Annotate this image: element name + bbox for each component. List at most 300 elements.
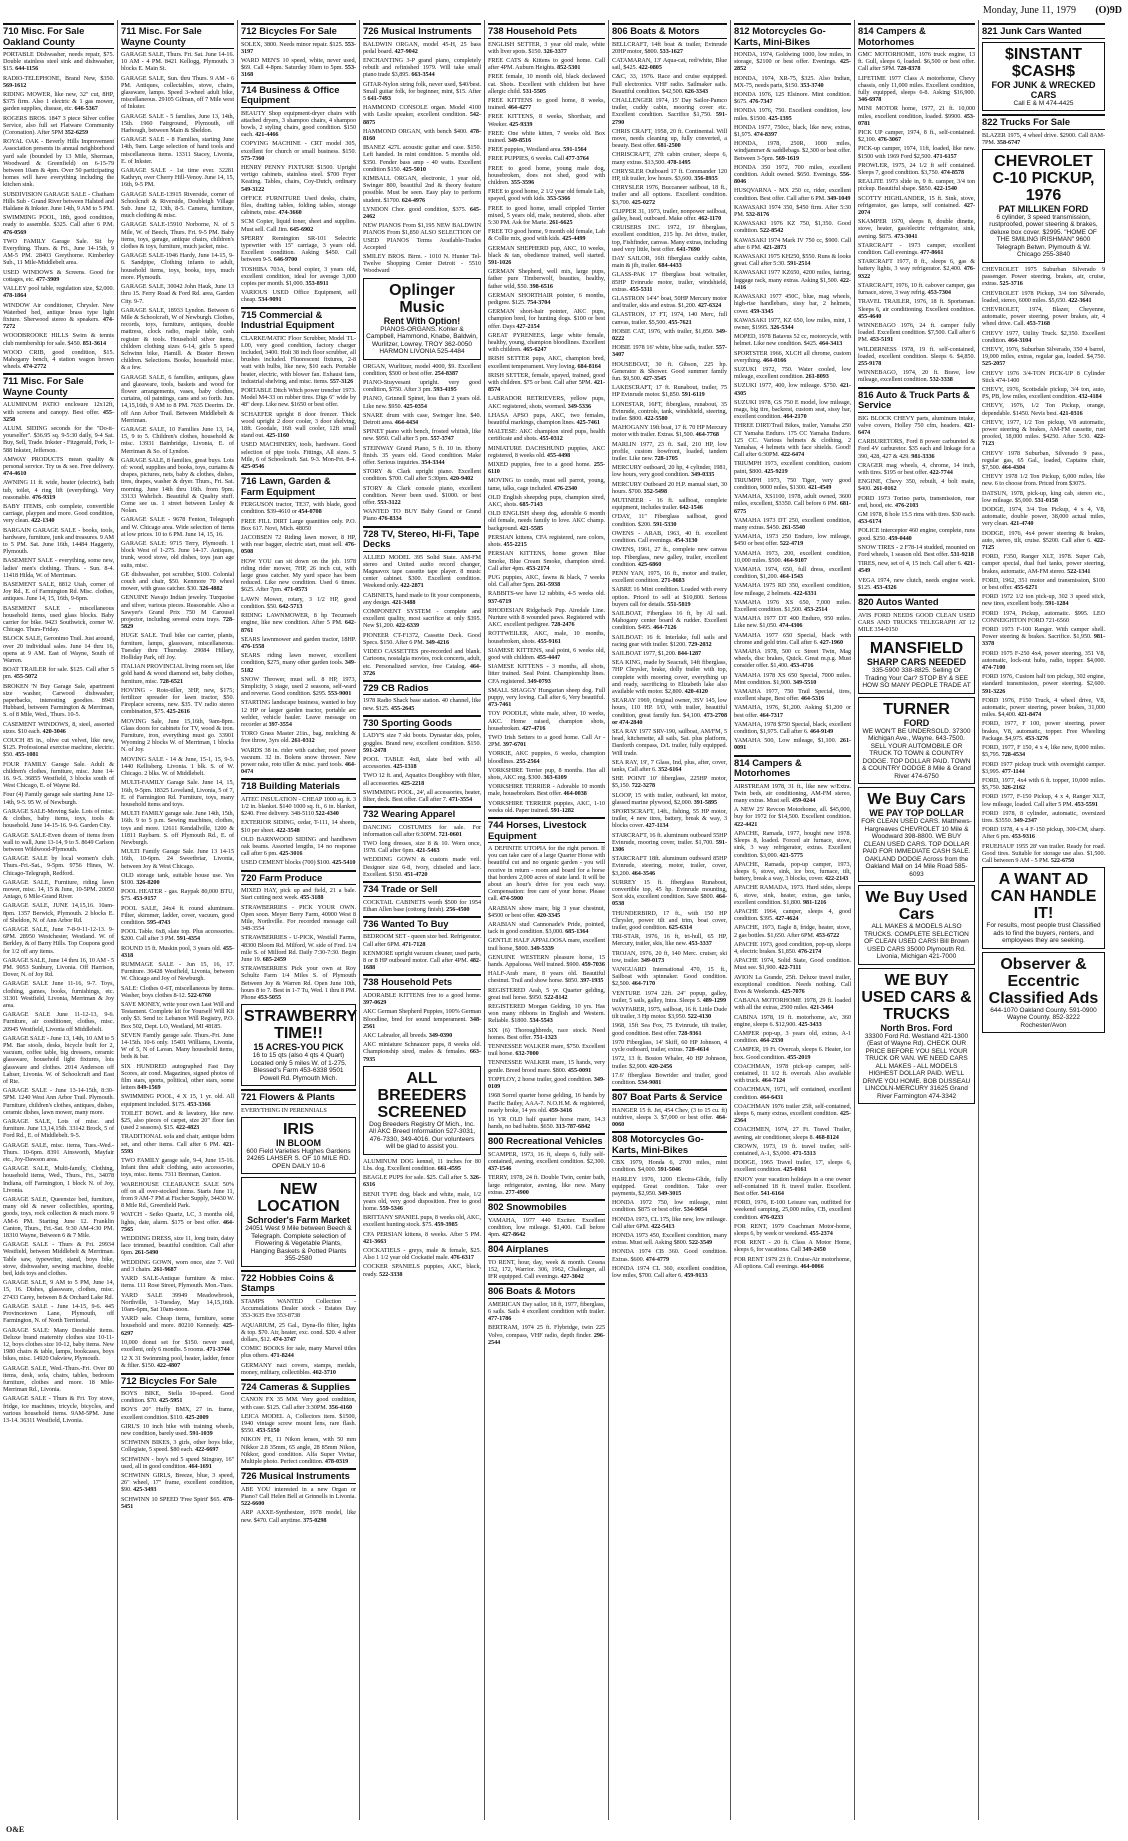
ad-phone[interactable]: 352-6164: [658, 765, 682, 773]
ad-phone[interactable]: 626-3343: [684, 87, 709, 95]
ad-phone[interactable]: 532-8176: [745, 211, 770, 219]
ad-phone[interactable]: 422-1340: [31, 517, 55, 525]
ad-phone[interactable]: 453-3337: [688, 940, 712, 948]
ad-phone[interactable]: 728-4534: [1001, 751, 1026, 759]
ad-phone[interactable]: 356-4160: [328, 1403, 353, 1411]
ad-phone[interactable]: 553-3122: [377, 499, 401, 507]
ad-phone[interactable]: 453-4716: [790, 662, 814, 670]
ad-phone[interactable]: 477-3764: [565, 155, 589, 163]
ad-phone[interactable]: 422-4421: [734, 820, 758, 828]
ad-phone[interactable]: 632-7000: [515, 1050, 539, 1058]
ad-phone[interactable]: 465-6247: [523, 346, 547, 354]
ad-phone[interactable]: 522-4340: [315, 810, 339, 818]
ad-phone[interactable]: 471-0573: [283, 586, 308, 594]
ad-phone[interactable]: 425-6860: [637, 560, 662, 568]
ad-phone[interactable]: 349-2450: [802, 1246, 826, 1254]
ad-phone[interactable]: 462-1170: [698, 214, 722, 222]
ad-phone[interactable]: 471-3744: [206, 1345, 230, 1353]
ad-phone[interactable]: 645-6902: [289, 225, 314, 233]
ad-phone[interactable]: 464-0066: [800, 1262, 824, 1270]
ad-phone[interactable]: 326-4882: [199, 585, 223, 593]
ad-phone[interactable]: 425-7461: [576, 419, 600, 427]
ad-phone[interactable]: 557-3747: [430, 435, 454, 443]
ad-phone[interactable]: 261-9687: [153, 1265, 177, 1273]
ad-phone[interactable]: 575-7360: [241, 154, 265, 162]
ad-phone[interactable]: 453-9157: [133, 895, 157, 903]
ad-phone[interactable]: 728-5829: [121, 616, 235, 631]
ad-phone[interactable]: 642-1546: [679, 504, 703, 512]
ad-phone[interactable]: 474-3660: [278, 209, 302, 217]
ad-phone[interactable]: 684-4433: [658, 262, 682, 270]
ad-phone[interactable]: 455-4498: [546, 451, 571, 459]
ad-phone[interactable]: 851-3614: [82, 339, 107, 347]
ad-phone[interactable]: 427-4716: [522, 724, 546, 732]
ad-phone[interactable]: 522-1341: [1067, 567, 1091, 575]
ad-phone[interactable]: 557-3407: [612, 344, 728, 359]
ad-phone[interactable]: 427-2074: [858, 201, 976, 217]
ad-phone[interactable]: 422-2871: [400, 582, 424, 590]
ad-phone[interactable]: 981-3378: [982, 633, 1105, 648]
ad-phone[interactable]: 591-6119: [681, 391, 705, 399]
ad-phone[interactable]: 751-1323: [533, 1033, 557, 1041]
ad-phone[interactable]: 591-1039: [189, 1430, 213, 1438]
ad-phone[interactable]: 453-4326: [873, 583, 897, 591]
ad-phone[interactable]: 455-0091: [567, 1066, 592, 1074]
ad-phone[interactable]: 591-1306: [612, 838, 727, 854]
ad-phone[interactable]: 476-6317: [450, 1254, 474, 1262]
ad-phone[interactable]: 464-3104: [1007, 336, 1032, 344]
ad-phone[interactable]: 421-2873: [762, 243, 787, 251]
ad-phone[interactable]: 453-5055: [257, 994, 282, 1002]
ad-phone[interactable]: 464-0474: [241, 760, 356, 776]
ad-phone[interactable]: 464-6431: [759, 1093, 784, 1101]
ad-phone[interactable]: 422-3548: [276, 826, 300, 834]
ad-phone[interactable]: 352-6259: [64, 129, 89, 137]
ad-phone[interactable]: 349-0109: [488, 1075, 606, 1091]
ad-phone[interactable]: 464-2170: [783, 413, 807, 421]
ad-phone[interactable]: 474-8578: [940, 169, 965, 177]
ad-phone[interactable]: 534-9054: [683, 1206, 708, 1214]
ad-phone[interactable]: 421-6474: [858, 421, 975, 436]
ad-phone[interactable]: 464-0060: [612, 1113, 727, 1129]
ad-phone[interactable]: 349-0173: [640, 956, 665, 964]
ad-phone[interactable]: 642-5713: [279, 602, 303, 610]
ad-phone[interactable]: 477-3909: [35, 275, 60, 283]
ad-phone[interactable]: 349-5510: [792, 678, 817, 686]
ad-phone[interactable]: 254-8387: [434, 369, 459, 377]
ad-phone[interactable]: 425-6297: [121, 1322, 234, 1337]
ad-phone[interactable]: 464-0166: [762, 356, 787, 364]
ad-phone[interactable]: 353-8911: [305, 279, 329, 287]
ad-phone[interactable]: 422-4823: [175, 1124, 200, 1132]
ad-phone[interactable]: 326-8200: [136, 878, 160, 886]
ad-phone[interactable]: 464-0038: [563, 790, 587, 798]
ad-phone[interactable]: 349-0793: [527, 677, 551, 685]
ad-phone[interactable]: 375-0298: [303, 1516, 327, 1524]
ad-phone[interactable]: 591-4354: [176, 935, 201, 943]
ad-phone[interactable]: 625-6314: [668, 924, 693, 932]
ad-phone[interactable]: 261-8093: [805, 373, 829, 381]
ad-phone[interactable]: 421-4305: [734, 382, 851, 397]
ad-phone[interactable]: 591-5330: [653, 520, 677, 528]
ad-phone[interactable]: 474-4306: [779, 622, 803, 630]
ad-phone[interactable]: 425-2852: [734, 58, 851, 73]
ad-phone[interactable]: 296-2544: [488, 1331, 605, 1346]
ad-phone[interactable]: 349-3015: [658, 1190, 682, 1198]
ad-phone[interactable]: 728-9361: [678, 1029, 702, 1037]
ad-phone[interactable]: 425-2009: [185, 1413, 209, 1421]
ad-phone[interactable]: 425-0546: [241, 463, 265, 471]
ad-phone[interactable]: 553-9001: [327, 690, 352, 698]
ad-phone[interactable]: 663-3544: [411, 71, 435, 79]
ad-phone[interactable]: 455-3258: [3, 408, 114, 423]
ad-phone[interactable]: 641-7690: [676, 245, 700, 253]
ad-phone[interactable]: 464-3726: [363, 662, 481, 677]
ad-phone[interactable]: 531-5505: [522, 87, 546, 95]
ad-phone[interactable]: 420-3046: [42, 727, 66, 735]
ad-phone[interactable]: 261-5540: [781, 523, 806, 531]
ad-phone[interactable]: 531-0158: [1034, 496, 1058, 504]
ad-phone[interactable]: 455-2645: [390, 704, 415, 712]
ad-phone[interactable]: 522-8142: [544, 993, 568, 1001]
ad-phone[interactable]: 464-7565: [121, 1218, 234, 1233]
ad-phone[interactable]: 981-1216: [803, 898, 827, 906]
ad-phone[interactable]: 681-2500: [657, 142, 681, 150]
ad-phone[interactable]: 591-2514: [787, 260, 811, 268]
ad-phone[interactable]: 684-8164: [577, 362, 601, 370]
ad-phone[interactable]: 459-3345: [750, 307, 774, 315]
ad-phone[interactable]: 421-5463: [416, 847, 440, 855]
ad-phone[interactable]: 349-0390: [428, 1032, 453, 1039]
ad-phone[interactable]: 464-5316: [800, 695, 825, 703]
ad-phone[interactable]: 557-3126: [329, 377, 354, 385]
ad-phone[interactable]: 468-8124: [815, 1133, 839, 1141]
ad-phone[interactable]: 685-7143: [519, 501, 543, 509]
ad-phone[interactable]: 525-3716: [999, 280, 1023, 288]
ad-phone[interactable]: 453-3276: [1024, 734, 1049, 742]
ad-phone[interactable]: 569-1612: [3, 81, 27, 89]
ad-phone[interactable]: 422-6474: [780, 451, 805, 459]
ad-phone[interactable]: 427-6324: [697, 302, 722, 310]
ad-phone[interactable]: 645-2462: [363, 205, 481, 220]
ad-phone[interactable]: 624-4976: [401, 196, 426, 204]
ad-phone[interactable]: 478-5451: [121, 1495, 235, 1510]
ad-phone[interactable]: 473-3041: [894, 232, 918, 240]
ad-phone[interactable]: 353-5366: [546, 195, 571, 203]
ad-phone[interactable]: 455-3188: [300, 894, 324, 902]
ad-phone[interactable]: 728-8378: [897, 65, 921, 73]
ad-phone[interactable]: 425-1160: [266, 432, 290, 440]
ad-phone[interactable]: 476-1558: [241, 642, 265, 650]
ad-phone[interactable]: 464-9107: [783, 556, 807, 564]
ad-phone[interactable]: 421-5585: [519, 524, 544, 532]
ad-phone[interactable]: 981-3336: [911, 452, 935, 460]
ad-phone[interactable]: 685-2459: [262, 956, 287, 964]
ad-phone[interactable]: 427-3042: [560, 1273, 584, 1281]
ad-phone[interactable]: 474-2772: [22, 363, 47, 371]
ad-phone[interactable]: 422-7744: [929, 468, 953, 476]
ad-phone[interactable]: 455-2215: [503, 541, 527, 549]
ad-phone[interactable]: 425-5010: [402, 165, 426, 173]
ad-phone[interactable]: 455-5311: [629, 285, 653, 293]
ad-phone[interactable]: 397-3554: [268, 720, 292, 728]
ad-phone[interactable]: 551-5819: [667, 600, 691, 608]
ad-phone[interactable]: 427-1134: [645, 822, 669, 830]
ad-phone[interactable]: 459-7036: [581, 961, 605, 969]
ad-phone[interactable]: 471-6157: [933, 152, 957, 160]
ad-phone[interactable]: 421-4466: [255, 131, 279, 139]
ad-phone[interactable]: 455-5072: [13, 673, 38, 681]
ad-phone[interactable]: 473-7461: [488, 701, 512, 709]
ad-phone[interactable]: 663-7935: [363, 1048, 481, 1063]
ad-phone[interactable]: 455-1081: [15, 751, 39, 759]
ad-phone[interactable]: 478-1864: [3, 292, 27, 300]
ad-phone[interactable]: 464-7317: [759, 711, 783, 719]
ad-phone[interactable]: 425-5410: [332, 859, 356, 867]
ad-phone[interactable]: 425-9339: [509, 120, 533, 128]
ad-phone[interactable]: 455-7621: [668, 318, 692, 326]
ad-phone[interactable]: 391-5895: [693, 798, 718, 806]
ad-phone[interactable]: 422-5580: [644, 415, 668, 423]
ad-phone[interactable]: 522-4130: [687, 1013, 712, 1021]
ad-phone[interactable]: 421-3464: [810, 1004, 834, 1012]
ad-phone[interactable]: 464-3546: [631, 869, 656, 877]
ad-phone[interactable]: 422-3641: [1068, 296, 1092, 304]
ad-phone[interactable]: 358-6747: [996, 138, 1021, 146]
ad-phone[interactable]: 476-2174: [797, 947, 822, 955]
ad-phone[interactable]: 476-2340: [553, 484, 578, 492]
ad-phone[interactable]: 255-2564: [516, 757, 540, 765]
ad-phone[interactable]: 432-4184: [1078, 393, 1102, 401]
ad-phone[interactable]: 349-4216: [425, 638, 450, 646]
ad-phone[interactable]: 455-2374: [809, 1230, 833, 1238]
ad-phone[interactable]: 559-5346: [379, 1205, 403, 1213]
ad-phone[interactable]: 464-4304: [1001, 463, 1026, 471]
ad-phone[interactable]: 356-8935: [694, 174, 718, 182]
ad-phone[interactable]: 425-1318: [393, 763, 417, 771]
ad-phone[interactable]: 454-3130: [674, 537, 698, 545]
ad-phone[interactable]: 349-5182: [241, 659, 356, 674]
ad-phone[interactable]: 420-2456: [648, 1062, 673, 1070]
ad-phone[interactable]: 593-4195: [433, 386, 457, 394]
ad-phone[interactable]: 349-5336: [567, 402, 592, 410]
ad-phone[interactable]: 464-4434: [394, 419, 419, 427]
ad-phone[interactable]: 464-0538: [612, 893, 727, 908]
ad-phone[interactable]: 646-9700: [273, 256, 298, 264]
ad-phone[interactable]: 425-2364: [734, 1110, 851, 1125]
ad-phone[interactable]: 464-1543: [779, 573, 803, 581]
ad-phone[interactable]: 425-0272: [631, 198, 656, 206]
ad-phone[interactable]: 453-6722: [815, 931, 840, 939]
ad-phone[interactable]: 478-0319: [324, 1458, 349, 1466]
ad-phone[interactable]: 453-5150: [256, 1427, 280, 1435]
ad-phone[interactable]: 421-5593: [121, 1140, 234, 1155]
ad-phone[interactable]: 522-6750: [1050, 856, 1075, 864]
ad-phone[interactable]: 425-5951: [159, 1397, 183, 1405]
ad-phone[interactable]: 425-0354: [403, 402, 427, 410]
ad-phone[interactable]: 459-3985: [434, 1221, 458, 1229]
ad-phone[interactable]: 685-1364: [565, 928, 589, 936]
ad-phone[interactable]: 352-5498: [643, 487, 667, 495]
ad-phone[interactable]: 728-6521: [159, 677, 184, 685]
ad-phone[interactable]: 482-1688: [363, 957, 481, 972]
ad-phone[interactable]: 427-3545: [642, 375, 667, 383]
ad-phone[interactable]: 721-0601: [438, 830, 462, 838]
ad-phone[interactable]: 474-4779: [645, 1255, 670, 1263]
ad-phone[interactable]: 471-5313: [792, 1150, 816, 1158]
ad-phone[interactable]: 422-5413: [651, 1222, 675, 1230]
ad-phone[interactable]: 349-1049: [827, 194, 851, 202]
ad-phone[interactable]: 421-4740: [1010, 520, 1034, 528]
ad-phone[interactable]: 591-2790: [612, 111, 728, 126]
ad-phone[interactable]: 420-9402: [449, 475, 474, 483]
ad-phone[interactable]: 421-4549: [807, 483, 832, 491]
ad-phone[interactable]: 326-3377: [543, 47, 567, 55]
ad-phone[interactable]: 474-5900: [499, 895, 524, 903]
ad-phone[interactable]: 474-7100: [982, 664, 1006, 672]
ad-phone[interactable]: 421-0316: [1059, 409, 1083, 417]
ad-phone[interactable]: 644-1156: [15, 65, 39, 73]
ad-phone[interactable]: 453-5191: [869, 336, 894, 344]
ad-phone[interactable]: 533-1627: [659, 47, 683, 55]
ad-phone[interactable]: 348-2561: [363, 1015, 482, 1030]
ad-phone[interactable]: 474-7272: [3, 315, 114, 331]
ad-phone[interactable]: 454-0708: [298, 508, 322, 516]
ad-phone[interactable]: 591-1282: [550, 806, 574, 814]
ad-phone[interactable]: 422-6697: [195, 1446, 219, 1454]
ad-phone[interactable]: 422-7123: [982, 433, 1106, 448]
ad-phone[interactable]: 363-6109: [543, 773, 567, 781]
ad-phone[interactable]: 849-1569: [137, 1084, 161, 1092]
ad-phone[interactable]: 422-7111: [778, 964, 802, 972]
ad-phone[interactable]: 478-8160: [363, 127, 481, 142]
ad-phone[interactable]: 553-3168: [241, 64, 357, 79]
ad-phone[interactable]: 464-7768: [695, 431, 719, 439]
ad-phone[interactable]: 425-9219: [764, 467, 788, 475]
ad-phone[interactable]: 453-7304: [927, 289, 951, 297]
ad-phone[interactable]: 476-9322: [858, 265, 975, 280]
ad-phone[interactable]: 459-0440: [888, 534, 912, 542]
ad-phone[interactable]: 522-4719: [779, 540, 804, 548]
ad-phone[interactable]: 459-9133: [684, 1272, 708, 1280]
ad-phone[interactable]: 722-3278: [631, 782, 656, 790]
ad-phone[interactable]: 451-4720: [404, 870, 428, 878]
ad-phone[interactable]: 261-0312: [291, 737, 315, 745]
ad-phone[interactable]: 349-5339: [530, 944, 554, 952]
ad-phone[interactable]: 476-0569: [3, 228, 27, 236]
ad-phone[interactable]: 541-6164: [760, 1190, 784, 1198]
ad-phone[interactable]: 455-4640: [858, 312, 882, 320]
ad-phone[interactable]: 641-7493: [367, 94, 391, 102]
ad-phone[interactable]: 420-3345: [536, 911, 561, 919]
ad-phone[interactable]: 595-4743: [146, 918, 171, 926]
ad-phone[interactable]: 425-3493: [133, 1486, 157, 1494]
ad-phone[interactable]: 425-3433: [798, 1020, 822, 1028]
ad-phone[interactable]: 349-0335: [691, 471, 715, 479]
ad-phone[interactable]: 471-7128: [402, 940, 426, 948]
ad-phone[interactable]: 453-9316: [1011, 833, 1035, 841]
ad-phone[interactable]: 427-4624: [775, 915, 799, 923]
ad-phone[interactable]: 421-5775: [779, 851, 803, 859]
ad-phone[interactable]: 455-2019: [787, 1053, 811, 1061]
ad-phone[interactable]: 397-0629: [363, 999, 387, 1007]
ad-phone[interactable]: 522-8542: [759, 227, 784, 235]
ad-phone[interactable]: 474-4610: [3, 470, 27, 478]
ad-phone[interactable]: 326-6316: [363, 1174, 481, 1189]
ad-phone[interactable]: 397-6701: [502, 741, 527, 749]
ad-phone[interactable]: 532-3338: [929, 376, 953, 384]
ad-phone[interactable]: 464-7170: [631, 980, 656, 988]
ad-phone[interactable]: 534-5543: [529, 1017, 553, 1025]
ad-phone[interactable]: 937-6719: [488, 597, 512, 605]
ad-phone[interactable]: 261-0091: [734, 737, 852, 752]
ad-phone[interactable]: 852-5301: [557, 64, 581, 72]
ad-phone[interactable]: 591-1564: [563, 146, 587, 154]
ad-phone[interactable]: 397-1935: [580, 977, 604, 985]
ad-phone[interactable]: 591-5046: [657, 1166, 681, 1174]
ad-phone[interactable]: 346-6978: [858, 96, 882, 104]
ad-phone[interactable]: 569-1619: [775, 154, 800, 162]
ad-phone[interactable]: 754-3704: [527, 299, 551, 306]
ad-phone[interactable]: 453-3366: [187, 1100, 211, 1108]
ad-phone[interactable]: 427-2154: [516, 322, 540, 330]
ad-phone[interactable]: 422-1416: [734, 276, 851, 291]
ad-phone[interactable]: 591-2478: [363, 746, 387, 754]
ad-phone[interactable]: 455-6271: [1014, 584, 1038, 592]
ad-phone[interactable]: 534-9091: [258, 296, 282, 304]
ad-phone[interactable]: 261-5938: [536, 581, 561, 589]
ad-phone[interactable]: 534-9081: [637, 1078, 662, 1086]
ad-phone[interactable]: 271-8683: [661, 577, 685, 585]
ad-phone[interactable]: 471-8244: [270, 1352, 294, 1360]
ad-phone[interactable]: 471-3554: [448, 795, 473, 803]
ad-phone[interactable]: 261-6625: [549, 218, 573, 226]
ad-phone[interactable]: 476-3067: [877, 136, 902, 144]
ad-phone[interactable]: 261-0162: [873, 485, 897, 493]
ad-phone[interactable]: 591-1284: [1045, 600, 1069, 608]
ad-phone[interactable]: 464-4277: [507, 104, 532, 112]
ad-phone[interactable]: 421-8474: [1017, 711, 1042, 719]
ad-phone[interactable]: 542-8875: [363, 111, 481, 126]
ad-phone[interactable]: 422-2143: [824, 875, 849, 883]
ad-phone[interactable]: 646-5367: [74, 105, 98, 113]
ad-phone[interactable]: 349-0222: [612, 327, 727, 343]
ad-phone[interactable]: 525-2057: [982, 360, 1006, 368]
ad-phone[interactable]: 422-0805: [638, 64, 662, 72]
ad-phone[interactable]: 474-3747: [272, 1335, 296, 1343]
ad-phone[interactable]: 531-9218: [950, 550, 974, 558]
ad-phone[interactable]: 422-4807: [156, 1362, 181, 1370]
ad-phone[interactable]: 489-1299: [702, 996, 727, 1004]
ad-phone[interactable]: 473-2708 or 474-2840: [612, 711, 727, 726]
ad-phone[interactable]: 477-1786: [488, 1315, 512, 1323]
ad-phone[interactable]: 427-8642: [501, 1230, 526, 1238]
ad-phone[interactable]: 455-0312: [539, 435, 563, 443]
ad-phone[interactable]: 464-1691: [188, 1462, 212, 1470]
ad-phone[interactable]: 477-1144: [1001, 767, 1025, 775]
ad-phone[interactable]: 476-0233: [759, 1213, 784, 1221]
ad-phone[interactable]: 255-6110: [488, 461, 606, 476]
ad-phone[interactable]: 326-5344: [770, 323, 794, 331]
ad-phone[interactable]: 453-7168: [1026, 320, 1050, 328]
ad-phone[interactable]: 728-1705: [654, 455, 678, 463]
ad-phone[interactable]: 422-6331: [793, 589, 817, 597]
ad-phone[interactable]: 553-3197: [241, 40, 356, 55]
ad-phone[interactable]: 313-787-6842: [555, 1123, 591, 1131]
ad-phone[interactable]: 425-4499: [562, 235, 586, 243]
ad-phone[interactable]: 255-9178: [858, 359, 882, 367]
ad-phone[interactable]: 455-4447: [536, 653, 561, 661]
